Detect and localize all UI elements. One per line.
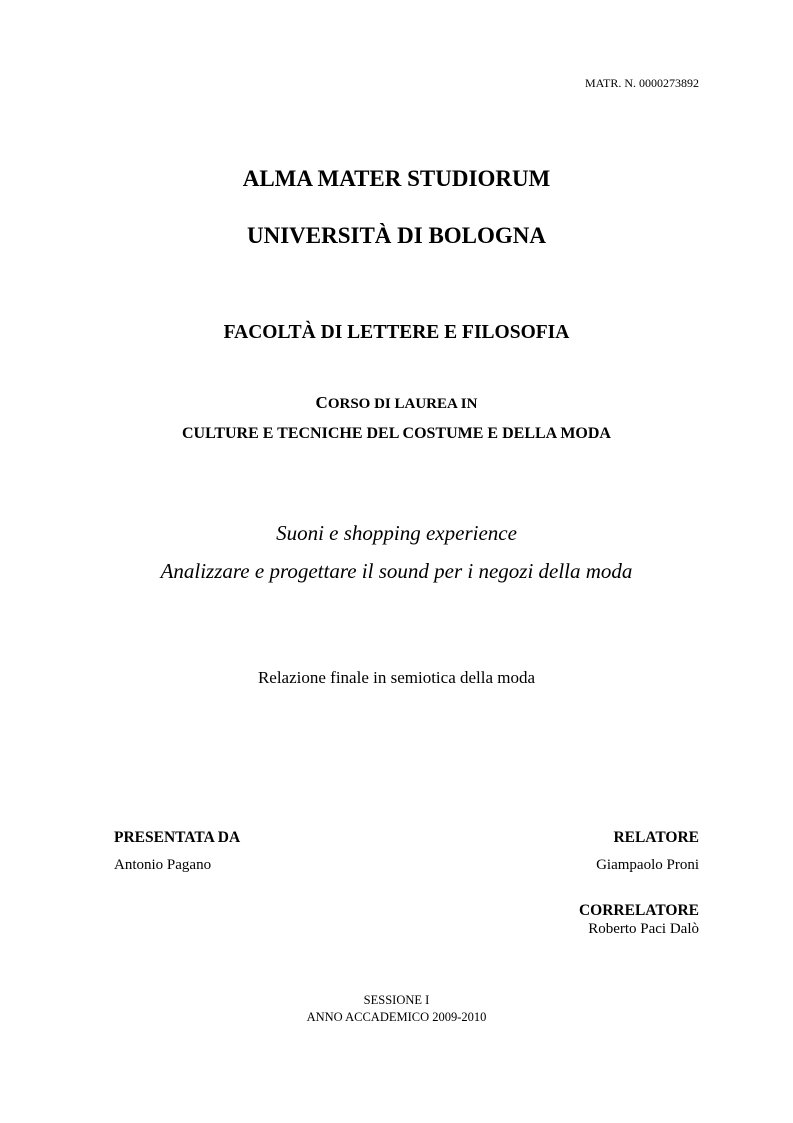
course-line2: CULTURE E TECNICHE DEL COSTUME E DELLA MODA [182,425,611,442]
thesis-title: Suoni e shopping experience [276,521,517,545]
presented-by-label: PRESENTATA DA [114,829,241,846]
relatore-label: RELATORE [613,829,699,846]
correlatore-name: Roberto Paci Dalò [588,921,699,937]
course-line1-initial: C [315,393,328,412]
course-line1-rest: ORSO DI LAUREA IN [327,396,478,412]
thesis-type: Relazione finale in semiotica della moda [257,668,536,687]
presented-by-name: Antonio Pagano [114,857,212,873]
correlatore-label: CORRELATORE [578,902,699,919]
matricola-number: MATR. N. 0000273892 [584,76,699,90]
thesis-subtitle: Analizzare e progettare il sound per i negozi della moda [160,559,633,583]
course-line1 [0,393,793,413]
session-line: SESSIONE I [363,993,430,1007]
university-name-line1: ALMA MATER STUDIORUM [242,166,551,191]
academic-year-line: ANNO ACCADEMICO 2009-2010 [306,1010,487,1024]
university-name-line2: UNIVERSITÀ DI BOLOGNA [246,223,547,248]
relatore-name: Giampaolo Proni [596,857,699,873]
faculty-name: FACOLTÀ DI LETTERE E FILOSOFIA [223,322,570,343]
